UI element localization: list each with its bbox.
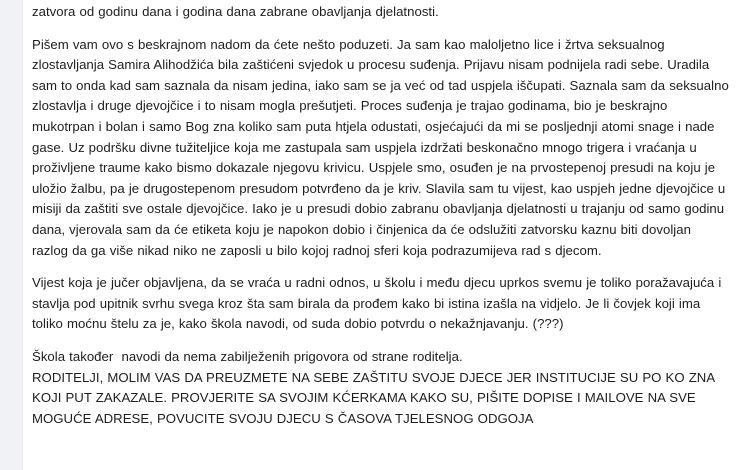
post-paragraph: Škola također navodi da nema zabilježenih prigovora od strane roditelja. [32, 348, 463, 364]
post-paragraph: Pišem vam ovo s beskrajnom nadom da ćete nešto poduzeti. Ja sam kao maloljetno lice i žrtva seksualnog zlostavljanja Samira Alihodžića bila zaštićeni svjedok u procesu suđenja. Prijavu nisam podnijela radi sebe. Uradila sam to onda kad sam saznala da nisam jedina, iako sam se ja već od tad uspjela iščupati. Saznala sam da seksualno zlostavlja i druge djevojčice i to nisam mogla prešutjeti. Proces suđenja je trajao godinama, bio je beskrajno mukotrpan i bolan i samo Bog zna koliko sam puta htjela odustati, osjećajući da mi se posljednji atomi snage i nade gase. Uz podršku divne tužiteljice koja me zastupala sam uspjela izdržati beskonačno mnogo trigera i vraćanja u proživljene traume kako bismo dokazale njegovu krivicu. Uspjele smo, osuđen je na prvostepenoj presudi na koju je uložio žalbu, pa je drugostepenom presudom potvrđeno da je kriv. Slavila sam tu vijest, kao uspjeh jedne djevojčice u misiji da zaštiti sve ostale djevojčice. Iako je u presudi dobio zabranu obavljanja djelatnosti u trajanju od samo godinu dana, vjerovala sam da će etiketa koju je napokon dobio i činjenica da će odslužiti zatvorsku kaznu biti dovoljan razlog da ga više nikad niko ne zaposli u bilo kojoj radnoj sferi koja podrazumijeva rad s djecom. [32, 36, 733, 258]
post-text-container [24, 0, 740, 470]
post-paragraph: zatvora od godinu dana i godina dana zabrane obavljanja djelatnosti. [32, 4, 439, 19]
post-paragraph: Vijest koja je jučer objavljena, da se vraća u radni odnos, u školu i među djecu uprkos svemu je toliko poražavajuća i stavlja pod upitnik svrhu svega kroz šta sam birala da prođem kako bi istina izašla na vidjelo. Je li čovjek koji ima toliko moćnu štelu za je, kako škola navodi, od suda dobio potvrdu o nekažnjavanju. (???) [32, 275, 726, 332]
post-paragraph-callout: RODITELJI, MOLIM VAS DA PREUZMETE NA SEBE ZAŠTITU SVOJE DJECE JER INSTITUCIJE SU PO KO ZNA KOJI PUT ZAKAZALE. PROVJERITE SA SVOJIM KĆERKAMA KAKO SU, PIŠITE DOPISE I MAILOVE NA SVE MOGUĆE ADRESE, POVUCITE SVOJU DJECU S ČASOVA TJELESNOG ODGOJA [32, 369, 719, 426]
left-gutter [0, 0, 23, 470]
